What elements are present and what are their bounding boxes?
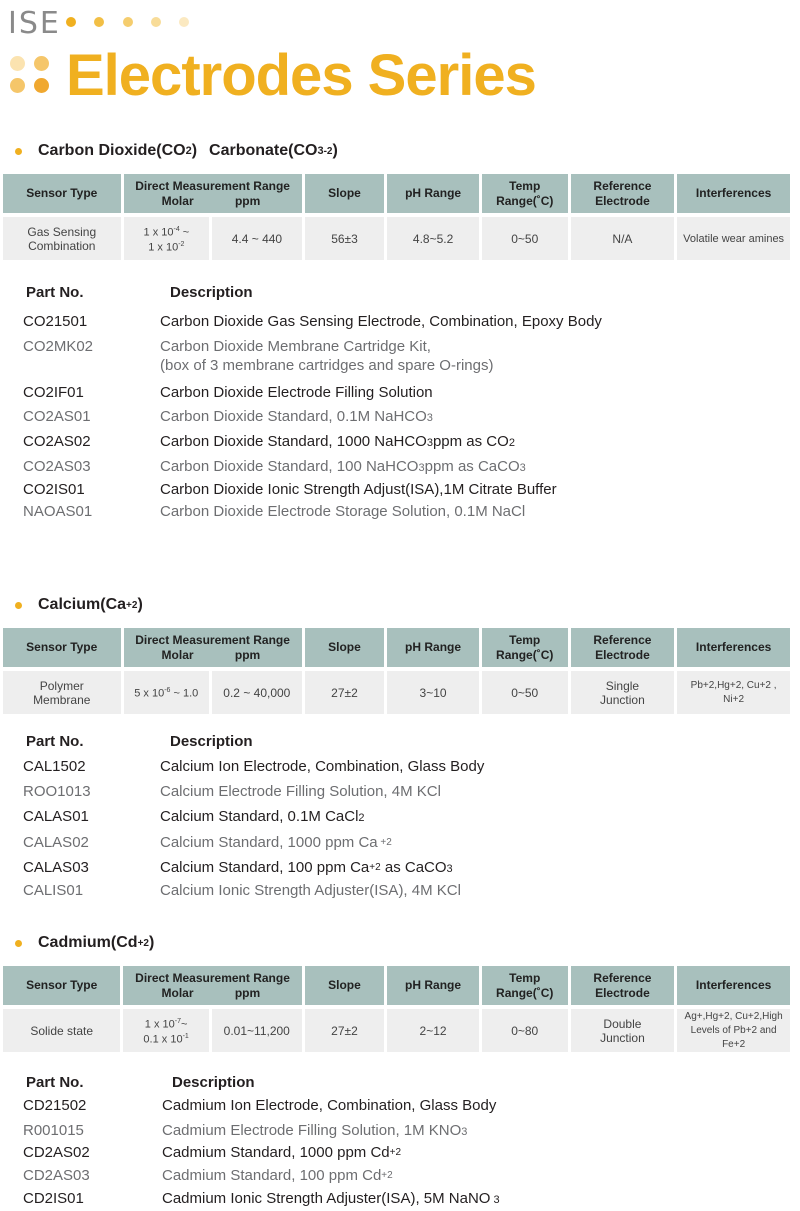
part-no-header: Part No. (26, 1074, 84, 1091)
header-reference-electrode: Reference Electrode (571, 174, 675, 217)
cell-temp: 0~50 (482, 671, 568, 714)
spec-table-cadmium (0, 966, 793, 1052)
cell-interferences: Pb+2,Hg+2, Cu+2 , Ni+2 (677, 671, 790, 714)
cell-sensor-type: Solide state (3, 1009, 120, 1052)
cell-slope: 56±3 (305, 217, 385, 260)
header-range: Direct Measurement Range Molar ppm (124, 628, 302, 671)
header-sensor-type: Sensor Type (3, 628, 121, 671)
header-temp-range: Temp Range(˚C) (482, 966, 568, 1009)
part-no-header: Part No. (26, 284, 84, 301)
cell-temp: 0~50 (482, 217, 568, 260)
cell-reference: Single Junction (571, 671, 675, 714)
cell-molar: 1 x $10^{-7}\sim$ 0.1 x $10^{-1}$ (123, 1009, 209, 1052)
section-title-cadmium: Cadmium(Cd +2 ) (14, 934, 154, 952)
ise-label: ISE (8, 6, 61, 41)
header-temp-range: Temp Range(˚C) (482, 174, 568, 217)
header-slope: Slope (305, 174, 385, 217)
cell-interferences: Volatile wear amines (677, 217, 790, 260)
cell-temp: 0~80 (482, 1009, 568, 1052)
spec-table-carbon-dioxide (0, 174, 793, 260)
description-header: Description (170, 284, 253, 301)
page-title: Electrodes Series (66, 43, 536, 108)
cell-reference: Double Junction (571, 1009, 675, 1052)
header-reference-electrode: Reference Electrode (571, 966, 675, 1009)
cell-sensor-type: Gas Sensing Combination (3, 217, 121, 260)
description-header: Description (172, 1074, 255, 1091)
header-ph-range: pH Range (387, 174, 479, 217)
cell-slope: 27±2 (305, 671, 385, 714)
header-sensor-type: Sensor Type (3, 174, 121, 217)
header-interferences: Interferences (677, 628, 790, 671)
cell-molar: 1 x $10^{-4}$ ~ 1 x $10^{-2}$ (124, 217, 210, 260)
header-interferences: Interferences (677, 174, 790, 217)
cell-reference: N/A (571, 217, 675, 260)
header-interferences: Interferences (677, 966, 790, 1009)
cell-molar: 5 x $10^{-6}$ ~ 1.0 (124, 671, 210, 714)
cell-ph: 4.8~5.2 (387, 217, 479, 260)
bullet-icon (15, 602, 22, 609)
section-title-calcium: Calcium(Ca +2 ) (14, 596, 143, 614)
cell-slope: 27±2 (305, 1009, 385, 1052)
cell-sensor-type: Polymer Membrane (3, 671, 121, 714)
header-slope: Slope (305, 628, 385, 671)
bullet-icon (15, 148, 22, 155)
bullet-icon (15, 940, 22, 947)
cell-ppm: 0.01~11,200 (212, 1009, 302, 1052)
header-temp-range: Temp Range(˚C) (482, 628, 568, 671)
cell-interferences: Ag+,Hg+2, Cu+2,High Levels of Pb+2 and Fe+2 (677, 1009, 790, 1052)
cell-ppm: 4.4 ~ 440 (212, 217, 302, 260)
header-slope: Slope (305, 966, 385, 1009)
header-reference-electrode: Reference Electrode (571, 628, 675, 671)
cell-ph: 3~10 (387, 671, 479, 714)
header-range: Direct Measurement Range Molar ppm (124, 174, 302, 217)
header-ph-range: pH Range (387, 966, 479, 1009)
spec-table-calcium (0, 628, 793, 714)
part-no-header: Part No. (26, 733, 84, 750)
section-title-carbon-dioxide: Carbon Dioxide(CO 2 ) Carbonate(CO 3 -2 ) (14, 142, 338, 160)
cell-ppm: 0.2 ~ 40,000 (212, 671, 302, 714)
cell-ph: 2~12 (387, 1009, 479, 1052)
header-range: Direct Measurement Range Molar ppm (123, 966, 301, 1009)
header-ph-range: pH Range (387, 628, 479, 671)
header-sensor-type: Sensor Type (3, 966, 120, 1009)
description-header: Description (170, 733, 253, 750)
